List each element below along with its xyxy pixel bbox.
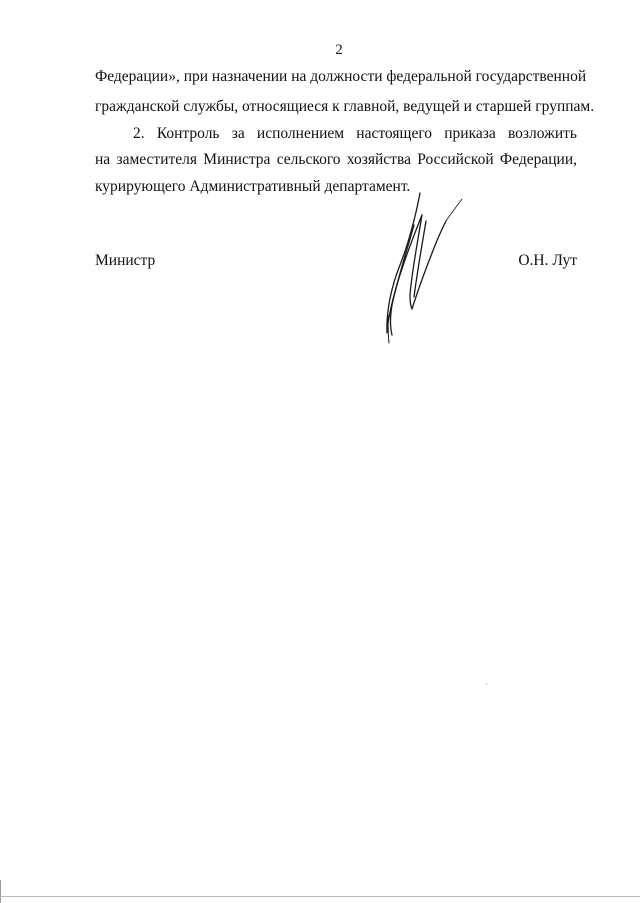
scan-edge-left: [0, 880, 1, 903]
body-line-2: гражданской службы, относящиеся к главной, ведущей и старшей группам.: [95, 98, 595, 115]
body-line-5: курирующего Административный департамент.: [95, 178, 411, 195]
handwritten-signature: [370, 185, 480, 345]
signatory-title: Министр: [95, 252, 156, 269]
body-line-3: 2. Контроль за исполнением настоящего приказа возложить: [133, 125, 577, 142]
body-line-4: на заместителя Министра сельского хозяйства Российской Федерации,: [95, 151, 577, 168]
scan-speck: [486, 683, 487, 685]
body-line-1: Федерации», при назначении на должности федеральной государственной: [95, 68, 587, 85]
scan-edge-bottom: [0, 896, 640, 897]
page-number: 2: [335, 42, 343, 58]
signatory-name: О.Н. Лут: [518, 252, 577, 269]
